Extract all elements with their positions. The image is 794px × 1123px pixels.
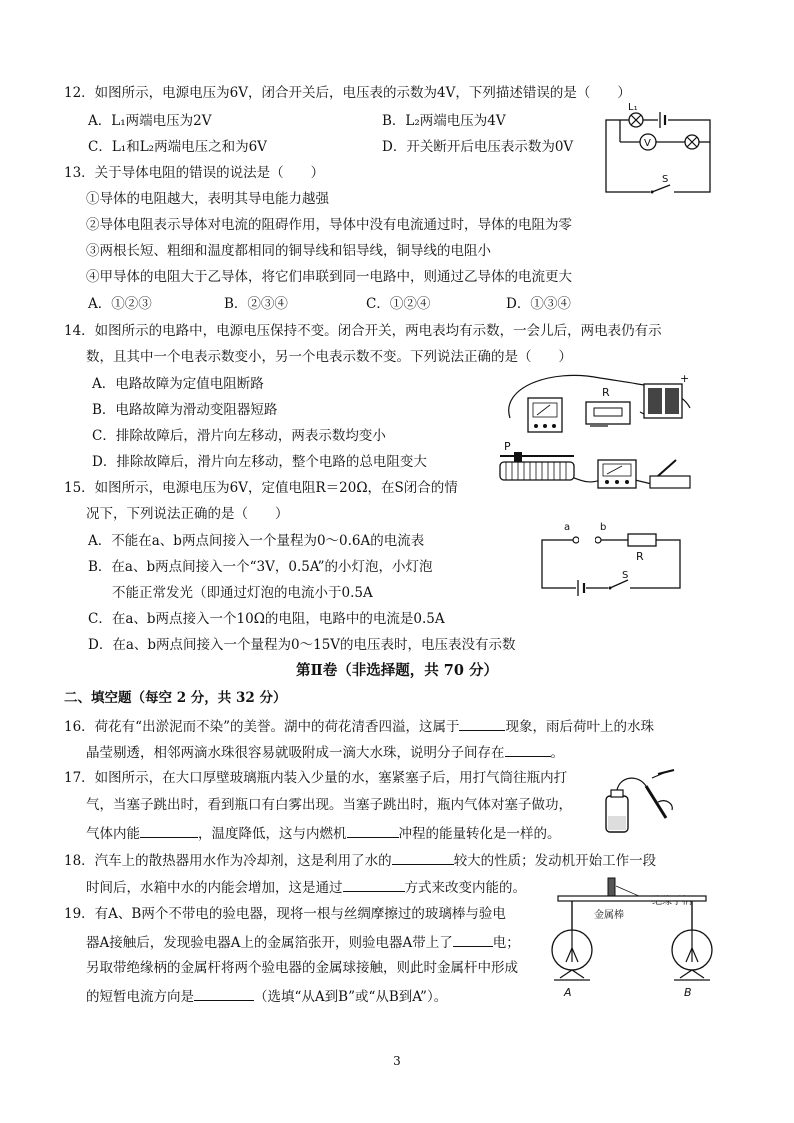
q12-fig-voltmeter-label: V: [644, 138, 651, 149]
q13-option-a: A．①②③: [88, 296, 152, 312]
q16-line1: 16．荷花有“出淤泥而不染”的美誉。湖中的荷花清香四溢，这属于 现象，雨后荷叶上的水珠: [64, 716, 654, 736]
q15-option-a: A．不能在a、b两点间接入一个量程为0～0.6A的电流表: [88, 533, 425, 549]
q19-blank-1[interactable]: [453, 932, 493, 947]
q16-line2: 晶莹剔透，相邻两滴水珠很容易就吸附成一滴大水珠，说明分子间存在 。: [86, 742, 564, 762]
q14-option-d: D．排除故障后，滑片向左移动，整个电路的总电阻变大: [92, 454, 427, 470]
q15-fig-point-b-label: b: [600, 522, 607, 533]
q13-option-d: D．①③④: [506, 296, 571, 312]
q16-blank-1[interactable]: [459, 716, 505, 731]
q14-stem-line1: 14．如图所示的电路中，电源电压保持不变。闭合开关，两电表均有示数，一会儿后，两电表仍有示: [64, 323, 662, 339]
section-2-title: 第Ⅱ卷（非选择题，共 70 分）: [296, 662, 498, 679]
q19-fig-a-label: A: [564, 986, 572, 999]
q12-option-c: C．L₁和L₂两端电压之和为6V: [88, 139, 267, 155]
q15-stem-line1: 15．如图所示，电源电压为6V，定值电阻R＝20Ω，在S闭合的情: [64, 480, 458, 496]
q19-electroscope-figure: [548, 870, 716, 1000]
q17-line3: 气体内能 ，温度降低，这与内燃机 冲程的能量转化是一样的。: [86, 823, 561, 843]
q16-blank-2[interactable]: [505, 742, 551, 757]
q15-option-b-line1: B．在a、b两点间接入一个“3V，0.5A”的小灯泡，小灯泡: [88, 559, 433, 575]
q12-stem: 12．如图所示，电源电压为6V，闭合开关后，电压表的示数为4V，下列描述错误的是（ ）: [64, 85, 631, 101]
q14-stem-line2: 数，且其中一个电表示数变小，另一个电表示数不变。下列说法正确的是（ ）: [86, 349, 572, 365]
q14-option-b: B．电路故障为滑动变阻器短路: [92, 402, 278, 418]
q18-line1: 18．汽车上的散热器用水作为冷却剂，这是利用了水的 较大的性质；发动机开始工作一段: [64, 850, 656, 870]
q17-line2: 气，当塞子跳出时，看到瓶口有白雾出现。当塞子跳出时，瓶内气体对塞子做功，: [86, 797, 572, 813]
q19-fig-b-label: B: [684, 986, 692, 999]
q12-circuit-figure: [600, 104, 720, 200]
q18-blank-1[interactable]: [392, 850, 454, 865]
q15-stem-line2: 况下，下列说法正确的是（ ）: [86, 506, 289, 522]
q13-option-c: C．①②④: [366, 296, 431, 312]
q17-blank-2[interactable]: [347, 823, 399, 838]
q15-fig-resistor-label: R: [636, 550, 644, 563]
q15-option-d: D．在a、b两点间接入一个量程为0～15V的电压表时，电压表没有示数: [88, 637, 516, 653]
q14-fig-resistor-label: R: [602, 386, 610, 399]
q12-option-a: A．L₁两端电压为2V: [88, 113, 212, 129]
q12-fig-switch-label: S: [662, 174, 669, 185]
q17-pump-bottle-figure: [600, 768, 680, 838]
q13-option-b: B．②③④: [224, 296, 288, 312]
q17-blank-1[interactable]: [140, 823, 198, 838]
q19-fig-rod-label: 金属棒: [594, 910, 624, 921]
q15-option-c: C．在a、b两点接入一个10Ω的电阻，电路中的电流是0.5A: [88, 611, 445, 627]
page-number: 3: [393, 1054, 401, 1068]
q14-option-c: C．排除故障后，滑片向左移动，两表示数均变小: [92, 428, 386, 444]
q13-statement-4: ④甲导体的电阻大于乙导体，将它们串联到同一电路中，则通过乙导体的电流更大: [86, 269, 572, 285]
q19-blank-2[interactable]: [194, 986, 254, 1001]
q19-line1: 19．有A、B两个不带电的验电器，现将一根与丝绸摩擦过的玻璃棒与验电: [64, 906, 506, 922]
q17-line1: 17．如图所示，在大口厚壁玻璃瓶内装入少量的水，塞紧塞子后，用打气筒往瓶内打: [64, 770, 568, 786]
q19-line3: 另取带绝缘柄的金属杆将两个验电器的金属球接触，则此时金属杆中形成: [86, 960, 518, 976]
q14-option-a: A．电路故障为定值电阻断路: [92, 376, 264, 392]
q15-circuit-figure: [536, 520, 686, 594]
q18-blank-2[interactable]: [343, 877, 405, 892]
q13-statement-1: ①导体的电阻越大，表明其导电能力越强: [86, 191, 329, 207]
q15-fig-point-a-label: a: [564, 522, 571, 533]
q15-option-b-line2: 不能正常发光（即通过灯泡的电流小于0.5A: [112, 585, 373, 601]
q19-line4: 的短暂电流方向是 （选填“从A到B”或“从B到A”）。: [86, 986, 447, 1006]
q18-line2: 时间后，水箱中水的内能会增加，这是通过 方式来改变内能的。: [86, 877, 526, 897]
q13-statement-3: ③两根长短、粗细和温度都相同的铜导线和铝导线，铜导线的电阻小: [86, 243, 491, 259]
q12-fig-l1-label: L₁: [628, 102, 638, 113]
q12-option-d: D．开关断开后电压表示数为0V: [382, 139, 574, 155]
q14-fig-plus-label: +: [680, 372, 690, 385]
q14-circuit-figure: [490, 368, 700, 498]
q15-fig-switch-label: S: [622, 570, 629, 581]
q13-stem: 13．关于导体电阻的错误的说法是（ ）: [64, 165, 325, 181]
fill-in-blank-heading: 二、填空题（每空 2 分，共 32 分）: [64, 690, 287, 706]
q19-line2: 器A接触后，发现验电器A上的金属箔张开，则验电器A带上了 电；: [86, 932, 520, 952]
q13-statement-2: ②导体电阻表示导体对电流的阻碍作用，导体中没有电流通过时，导体的电阻为零: [86, 217, 572, 233]
q12-option-b: B．L₂两端电压为4V: [382, 113, 506, 129]
q14-fig-slider-label: P: [504, 440, 511, 453]
